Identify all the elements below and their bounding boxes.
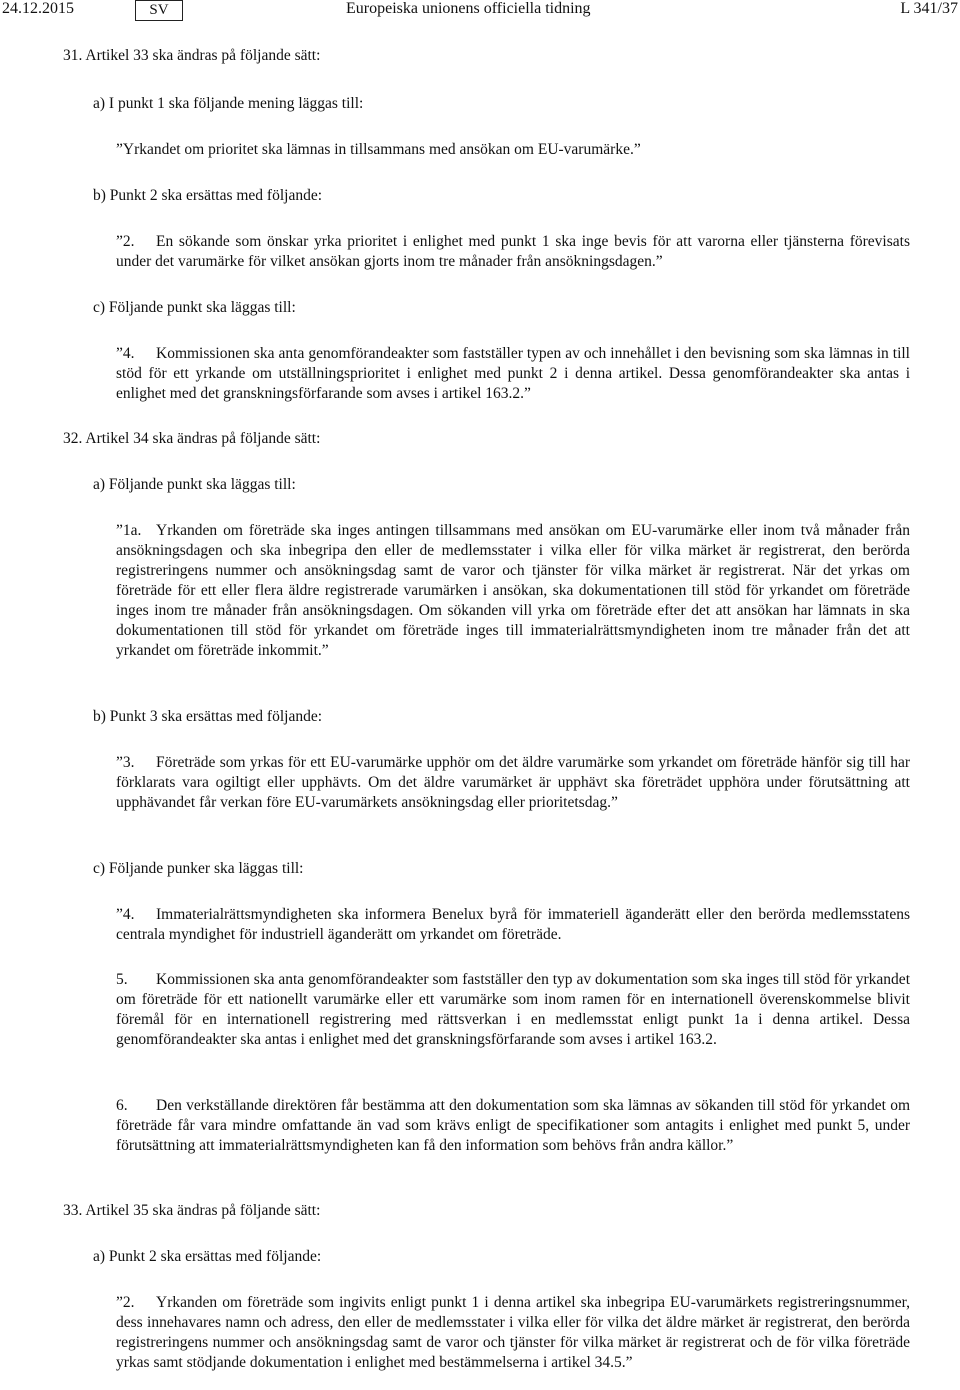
paragraph-text: En sökande som önskar yrka prioritet i enlighet med punkt 1 ska inge bevis för att varorna eller tjänsterna förevisats under det varumärke för vilket ansökan gjorts inom tre månader från ansökningsdagen.” (116, 233, 910, 270)
language-badge: SV (135, 0, 183, 21)
page-reference: L 341/37 (900, 0, 958, 17)
paragraph-text: Yrkanden om företräde som ingivits enligt punkt 1 i denna artikel ska inbegripa EU-varumärkets registreringsnummer, dess innehavares namn och adress, den eller de medlemsstater i vilka eller för vilka det äldre märket är registrerat, den berörda registreringens nummer och ansökningsdag samt de varor och tjänster för vilka märket är registrerat och de för vilka företräde yrkas samt stödjande dokumentation i enlighet med bestämmelserna i artikel 34.5.” (116, 1294, 910, 1371)
item-32a-paragraph (116, 521, 910, 661)
paragraph-number: ”4. (116, 906, 135, 923)
paragraph-number: 6. (116, 1097, 128, 1114)
issue-date: 24.12.2015 (2, 0, 74, 17)
item-31c-heading: c) Följande punkt ska läggas till: (93, 299, 296, 316)
item-31b-heading: b) Punkt 2 ska ersättas med följande: (93, 187, 323, 204)
paragraph-number: ”1a. (116, 522, 142, 539)
paragraph-number: 5. (116, 971, 128, 988)
paragraph-number: ”3. (116, 754, 135, 771)
paragraph-text: Kommissionen ska anta genomförandeakter som fastställer den typ av dokumentation som ska inges till stöd för yrkandet om företräde för ett nationellt varumärke eller ett varumärke som inom ramen för en internationell överenskommelse blivit föremål för en internationell registrering med rättsverkan i en medlemsstat enligt punkt 1a i denna artikel. Dessa genomförandeakter ska antas i enlighet med det granskningsförfarande som avses i artikel 163.2. (116, 971, 910, 1048)
item-33a-heading: a) Punkt 2 ska ersättas med följande: (93, 1248, 322, 1265)
item-31b-paragraph (116, 232, 910, 272)
paragraph-number: ”4. (116, 345, 135, 362)
item-32b-paragraph (116, 753, 910, 813)
journal-title: Europeiska unionens officiella tidning (346, 0, 591, 17)
item-32c-paragraph-6 (116, 1096, 910, 1156)
journal-header (0, 0, 960, 22)
item-31a-quote: ”Yrkandet om prioritet ska lämnas in tillsammans med ansökan om EU-varumärke.” (116, 141, 641, 158)
paragraph-text: Kommissionen ska anta genomförandeakter som fastställer typen av och innehållet i den bevisning som ska lämnas in till stöd för ett yrkande om utställningsprioritet i enlighet med punkt 2 i denna artikel. Dessa genomförandeakter ska antas i enlighet med det granskningsförfarande som avses i artikel 163.2.” (116, 345, 910, 402)
item-32b-heading: b) Punkt 3 ska ersättas med följande: (93, 708, 323, 725)
item-33a-paragraph (116, 1293, 910, 1373)
item-31a-heading: a) I punkt 1 ska följande mening läggas till: (93, 95, 364, 112)
item-32c-heading: c) Följande punker ska läggas till: (93, 860, 304, 877)
paragraph-text: Yrkanden om företräde ska inges antingen tillsammans med ansökan om EU-varumärke eller inom två månader från ansökningsdagen och ska inbegripa den eller de medlemsstater i vilka eller för vilka märket är registrerat, den berörda registreringens nummer och ansökningsdag samt de varor och tjänster för vilka märket är registrerat. När det yrkas om företräde för ett eller flera äldre registrerade varumärken i ansökan, ska dokumentationen till stöd för yrkandet om företräde inges inom tre månader från ansökningsdagen. Om sökanden vill yrka om företräde efter det att ansökan har lämnats in ska dokumentationen till stöd för yrkandet om företräde inges till immaterialrättsmyndigheten inom tre månader från det att yrkandet om företräde inkommit.” (116, 522, 910, 659)
item-32a-heading: a) Följande punkt ska läggas till: (93, 476, 296, 493)
paragraph-number: ”2. (116, 1294, 135, 1311)
item-33-heading: 33. Artikel 35 ska ändras på följande sätt: (63, 1202, 321, 1219)
item-32-heading: 32. Artikel 34 ska ändras på följande sätt: (63, 430, 321, 447)
paragraph-number: ”2. (116, 233, 135, 250)
item-32c-paragraph-5 (116, 970, 910, 1050)
paragraph-text: Företräde som yrkas för ett EU-varumärke upphör om det äldre varumärke som yrkandet om företräde hänför sig till har förklarats vara ogiltigt eller upphävts. Om det äldre varumärket är upphävt ska företrädet upphöra under förutsättning att upphävandet får verkan före EU-varumärkets ansökningsdag eller prioritetsdag.” (116, 754, 910, 811)
item-31c-paragraph (116, 344, 910, 404)
item-31-heading: 31. Artikel 33 ska ändras på följande sätt: (63, 47, 321, 64)
paragraph-text: Den verkställande direktören får bestämma att den dokumentation som ska lämnas av sökanden till stöd för yrkandet om företräde får vara mindre omfattande än vad som krävs enligt de specifikationer som antagits i enlighet med punkt 5, under förutsättning att immaterialrättsmyndigheten kan få den information som behövs från andra källor.” (116, 1097, 910, 1154)
item-32c-paragraph-4 (116, 905, 910, 945)
paragraph-text: Immaterialrättsmyndigheten ska informera Benelux byrå för immateriell äganderätt eller den berörda medlemsstatens centrala myndighet för industriell äganderätt om yrkandet om företräde. (116, 906, 910, 943)
